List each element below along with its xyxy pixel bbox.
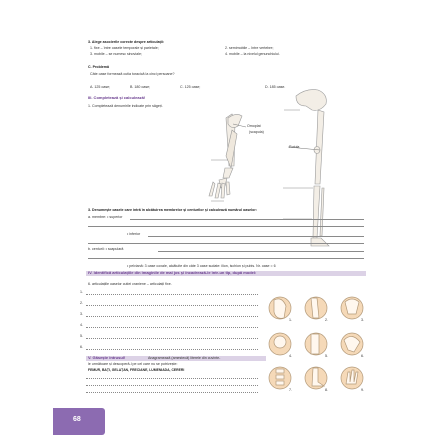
label-scapula: (scapula)	[249, 130, 264, 134]
section-heading: IV. Identifică articulațiile din imaginile de mai jos și încadrează-le într-un tip, după model:	[88, 270, 257, 275]
option-text: 1. fixe – între oasele temporale și parietale;	[90, 46, 159, 50]
section5-text: Anagramează (amestecă) literele din cuvinte-	[148, 356, 221, 360]
model-text: 6. articulațiile oaselor cutiei craniene – articulații fixe.	[88, 282, 172, 286]
exercise-line: 3. Alege asocierile corecte despre articulații:	[88, 40, 164, 44]
joint-number: 2.	[325, 318, 328, 322]
answer-option: B. 180 oase;	[130, 85, 151, 89]
label-rotula: Rotula	[289, 145, 300, 149]
calc-centuri: b. centurii: • scapulară	[88, 247, 124, 251]
joint-number: 1.	[289, 318, 292, 322]
answer-line	[86, 378, 258, 379]
label-omoplat: Omoplat	[247, 124, 261, 128]
page-number-badge	[53, 408, 105, 435]
line-number: 6.	[80, 345, 83, 349]
section-heading: V. Găsește intrusul!	[88, 355, 126, 360]
joint-number: 4.	[289, 354, 292, 358]
line-number: 3.	[80, 312, 83, 316]
option-text: 4. mobile – la nivelul genunchiului.	[225, 52, 280, 56]
joint-number: 6.	[361, 354, 364, 358]
instruction-text: 1. Completează denumirile indicate prin săgeți.	[88, 104, 163, 108]
answer-option: D. 185 oase.	[265, 85, 286, 89]
calc-inferior: • inferior	[127, 232, 141, 236]
line-number: 1.	[80, 290, 83, 294]
calc-member-superior: a. membre: • superior	[88, 215, 123, 219]
line-number: 5.	[80, 334, 83, 338]
joint-number: 5.	[325, 354, 328, 358]
joint-number: 7.	[289, 388, 292, 392]
problem-label: C. Problemă	[88, 65, 109, 69]
anagram-words: FEMUR, BAȚI, GELAȚAN, FRECIANE, LUMENIADA, CERERI	[88, 368, 185, 372]
problem-text: Câte oase formează cutia toracică la cinci persoane?	[90, 72, 175, 76]
joint-number: 3.	[361, 318, 364, 322]
section-heading: III. Completează și calculează!	[88, 95, 146, 100]
line-number: 2.	[80, 301, 83, 305]
answer-option: A. 125 oase;	[90, 85, 111, 89]
section5-text: le următoare și descoperă-l pe cel care nu se potrivește:	[88, 362, 178, 366]
calc-pelvian: • pelviană: 3 oase coxale, alcătuite din câte 3 oase sudate: ilion, ischion și pubis. Nr. oase = 6	[127, 264, 276, 268]
option-text: 3. mobile – se numesc sinoviale;	[90, 52, 142, 56]
calc-intro: 3. Denumește oasele care intră în alcătuirea membrelor și centurilor și calculează numărul oaselor:	[88, 208, 257, 212]
answer-line	[86, 392, 258, 393]
page-number: 68	[73, 416, 81, 423]
answer-line	[86, 385, 258, 386]
line-number: 4.	[80, 323, 83, 327]
joint-number: 9.	[361, 388, 364, 392]
answer-option: C. 125 oase;	[180, 85, 201, 89]
option-text: 2. semimobile – între vertebre;	[225, 46, 274, 50]
joint-number: 8.	[325, 388, 328, 392]
